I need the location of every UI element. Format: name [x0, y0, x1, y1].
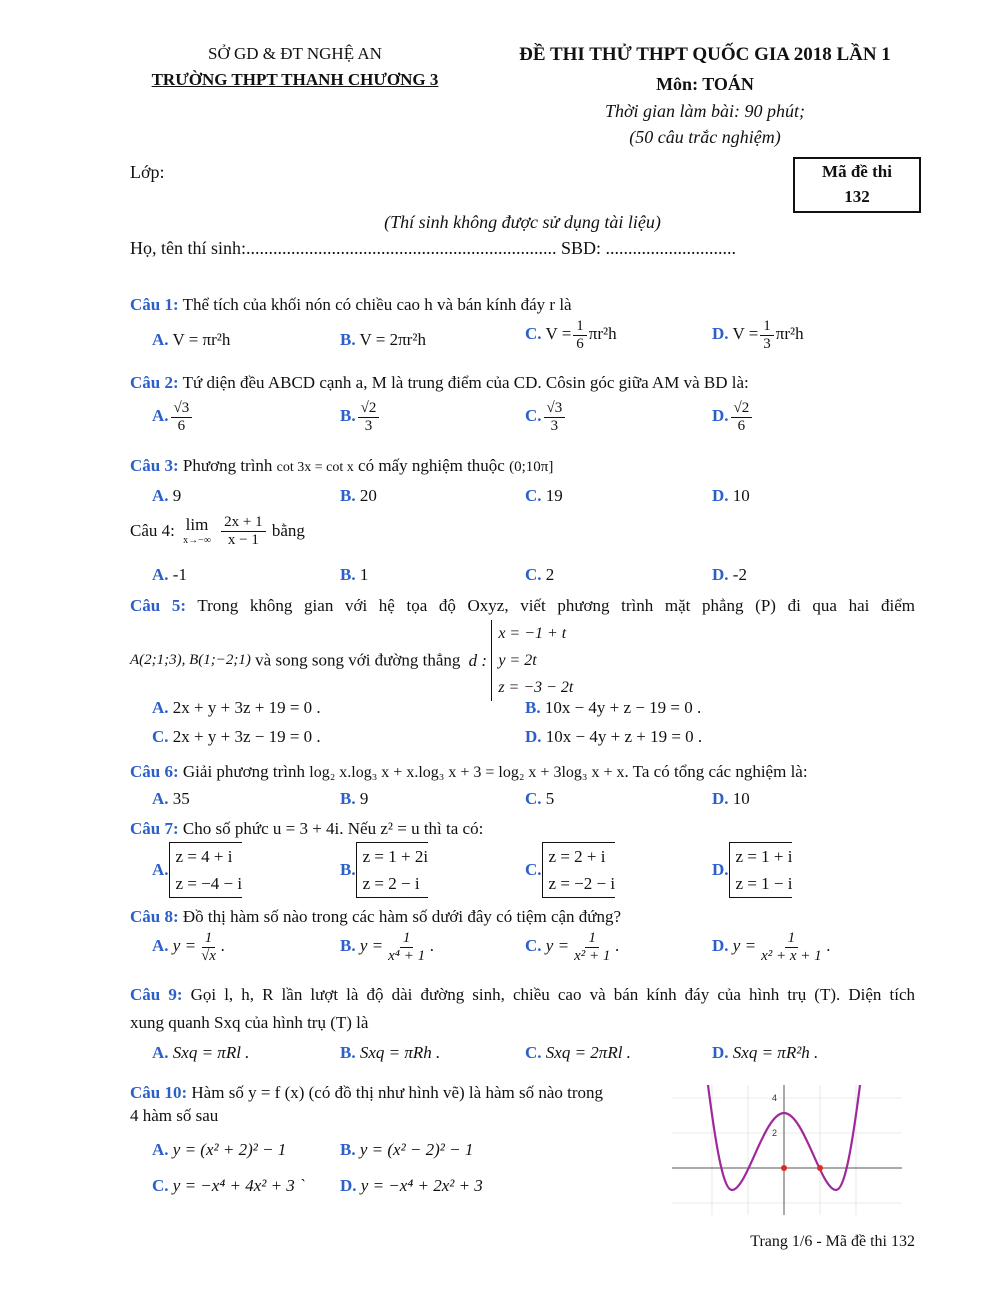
q7-option-d[interactable]: D. z = 1 + i z = 1 − i — [712, 842, 792, 898]
graph-marker-1 — [781, 1165, 787, 1171]
q4-option-c[interactable]: C. 2 — [525, 565, 555, 584]
q5-option-a[interactable]: A. 2x + y + 3z + 19 = 0 . — [152, 698, 321, 717]
line-d-system: x = −1 + t y = 2t z = −3 − 2t — [491, 620, 573, 701]
q7-option-b[interactable]: B. z = 1 + 2i z = 2 − i — [340, 842, 428, 898]
exam-code-box — [793, 157, 921, 213]
question-3: Câu 3: Phương trình cot 3x = cot x có mấy nghiệm thuộc (0;10π] — [130, 456, 554, 475]
q1-option-a[interactable]: A. V = πr²h — [152, 330, 231, 349]
exam-code-value: 132 — [844, 187, 870, 206]
question-4: Câu 4: lim x→−∞ $\frac{2x + 1}{x - 1}$ bằng — [130, 514, 305, 548]
graph-tick-4: 4 — [772, 1093, 778, 1103]
q9-option-c[interactable]: C. Sxq = 2πRl . — [525, 1043, 631, 1062]
question-10-line2: 4 hàm số sau — [130, 1106, 219, 1125]
q8-option-c[interactable]: C. y = $\frac{1}{\text{x² + 1}}$ . — [525, 930, 620, 964]
student-name-line: Họ, tên thí sinh:..................................................................... SBD: ............................. — [130, 238, 737, 258]
q8-option-a[interactable]: A. y = $\frac{1}{√x}$ . — [152, 930, 226, 964]
question-5: Câu 5: Trong không gian với hệ tọa độ Oxyz, viết phương trình mặt phẳng (P) đi qua hai điểm — [130, 596, 915, 615]
subject: Môn: TOÁN — [656, 74, 754, 94]
q10-function-graph — [672, 1085, 902, 1215]
q1-option-b[interactable]: B. V = 2πr²h — [340, 330, 426, 349]
q10-option-a[interactable]: A. y = (x² + 2)² − 1 — [152, 1140, 287, 1159]
q5-option-c[interactable]: C. 2x + y + 3z − 19 = 0 . — [152, 727, 321, 746]
q2-option-d[interactable]: D. $\frac{√2}{6}$ — [712, 400, 754, 434]
page-footer: Trang 1/6 - Mã đề thi 132 — [750, 1233, 915, 1250]
q2-option-b[interactable]: B. $\frac{√2}{3}$ — [340, 400, 381, 434]
q4-option-d[interactable]: D. -2 — [712, 565, 747, 584]
q3-option-d[interactable]: D. 10 — [712, 486, 750, 505]
q6-option-a[interactable]: A. 35 — [152, 789, 190, 808]
q1-option-d[interactable]: D. V = $\frac{1}{3}$ πr²h — [712, 318, 804, 352]
school-name: TRƯỜNG THPT THANH CHƯƠNG 3 — [151, 70, 439, 89]
exam-time: Thời gian làm bài: 90 phút; — [604, 101, 806, 121]
class-label: Lớp: — [130, 162, 165, 182]
q8-option-b[interactable]: B. y = $\frac{1}{\text{x⁴ + 1}}$ . — [340, 930, 435, 964]
question-8: Câu 8: Đồ thị hàm số nào trong các hàm số dưới đây có tiệm cận đứng? — [130, 907, 622, 926]
q3-option-c[interactable]: C. 19 — [525, 486, 563, 505]
q4-option-b[interactable]: B. 1 — [340, 565, 369, 584]
q2-option-c[interactable]: C. $\frac{√3}{3}$ — [525, 400, 567, 434]
graph-tick-2: 2 — [772, 1128, 778, 1138]
q6-option-d[interactable]: D. 10 — [712, 789, 750, 808]
graph-marker-2 — [817, 1165, 823, 1171]
question-2: Câu 2: Tứ diện đều ABCD cạnh a, M là trung điểm của CD. Côsin góc giữa AM và BD là: — [130, 373, 749, 392]
q7-option-c[interactable]: C. z = 2 + i z = −2 − i — [525, 842, 615, 898]
q8-option-d[interactable]: D. y = $\frac{1}{\text{x² + x + 1}}$ . — [712, 930, 831, 964]
question-9-line2: xung quanh Sxq của hình trụ (T) là — [130, 1013, 369, 1032]
q5-option-b[interactable]: B. 10x − 4y + z − 19 = 0 . — [525, 698, 702, 717]
question-1: Câu 1: Thể tích của khối nón có chiều cao h và bán kính đáy r là — [130, 295, 572, 314]
question-5-line2: A(2;1;3), B(1;−2;1) và song song với đường thẳng d : x = −1 + t y = 2t z = −3 − 2t — [130, 620, 573, 701]
q6-option-b[interactable]: B. 9 — [340, 789, 369, 808]
q3-option-a[interactable]: A. 9 — [152, 486, 182, 505]
q9-option-d[interactable]: D. Sxq = πR²h . — [712, 1043, 819, 1062]
q7-option-a[interactable]: A. z = 4 + i z = −4 − i — [152, 842, 242, 898]
q10-option-d[interactable]: D. y = −x⁴ + 2x² + 3 — [340, 1176, 483, 1195]
question-6: Câu 6: Giải phương trình log₂ x.log₃ x + x.log₃ x + 3 = log₂ x + 3log₃ x + x. Ta có tổng các nghiệm là: — [130, 762, 808, 781]
q1-option-c[interactable]: C. V = $\frac{1}{6}$ πr²h — [525, 318, 617, 352]
question-count: (50 câu trắc nghiệm) — [629, 127, 781, 147]
graph-gridlines — [672, 1085, 902, 1215]
exam-title: ĐỀ THI THỬ THPT QUỐC GIA 2018 LẦN 1 — [519, 44, 891, 65]
department: SỞ GD & ĐT NGHỆ AN — [208, 44, 382, 63]
question-10: Câu 10: Hàm số y = f (x) (có đồ thị như hình vẽ) là hàm số nào trong — [130, 1083, 604, 1102]
question-7: Câu 7: Cho số phức u = 3 + 4i. Nếu z² = u thì ta có: — [130, 819, 484, 838]
question-9: Câu 9: Gọi l, h, R lần lượt là độ dài đường sinh, chiều cao và bán kính đáy của hình trụ (T). Diện tích — [130, 985, 915, 1004]
q5-option-d[interactable]: D. 10x − 4y + z + 19 = 0 . — [525, 727, 703, 746]
exam-code-label: Mã đề thi — [822, 162, 892, 181]
no-materials-note: (Thí sinh không được sử dụng tài liệu) — [384, 212, 661, 232]
q2-option-a[interactable]: A. $\frac{√3}{6}$ — [152, 400, 194, 434]
q6-option-c[interactable]: C. 5 — [525, 789, 555, 808]
q3-option-b[interactable]: B. 20 — [340, 486, 377, 505]
q9-option-a[interactable]: A. Sxq = πRl . — [152, 1043, 250, 1062]
q9-option-b[interactable]: B. Sxq = πRh . — [340, 1043, 441, 1062]
q10-option-c[interactable]: C. y = −x⁴ + 4x² + 3 ` — [152, 1176, 305, 1195]
q4-option-a[interactable]: A. -1 — [152, 565, 187, 584]
q10-option-b[interactable]: B. y = (x² − 2)² − 1 — [340, 1140, 474, 1159]
